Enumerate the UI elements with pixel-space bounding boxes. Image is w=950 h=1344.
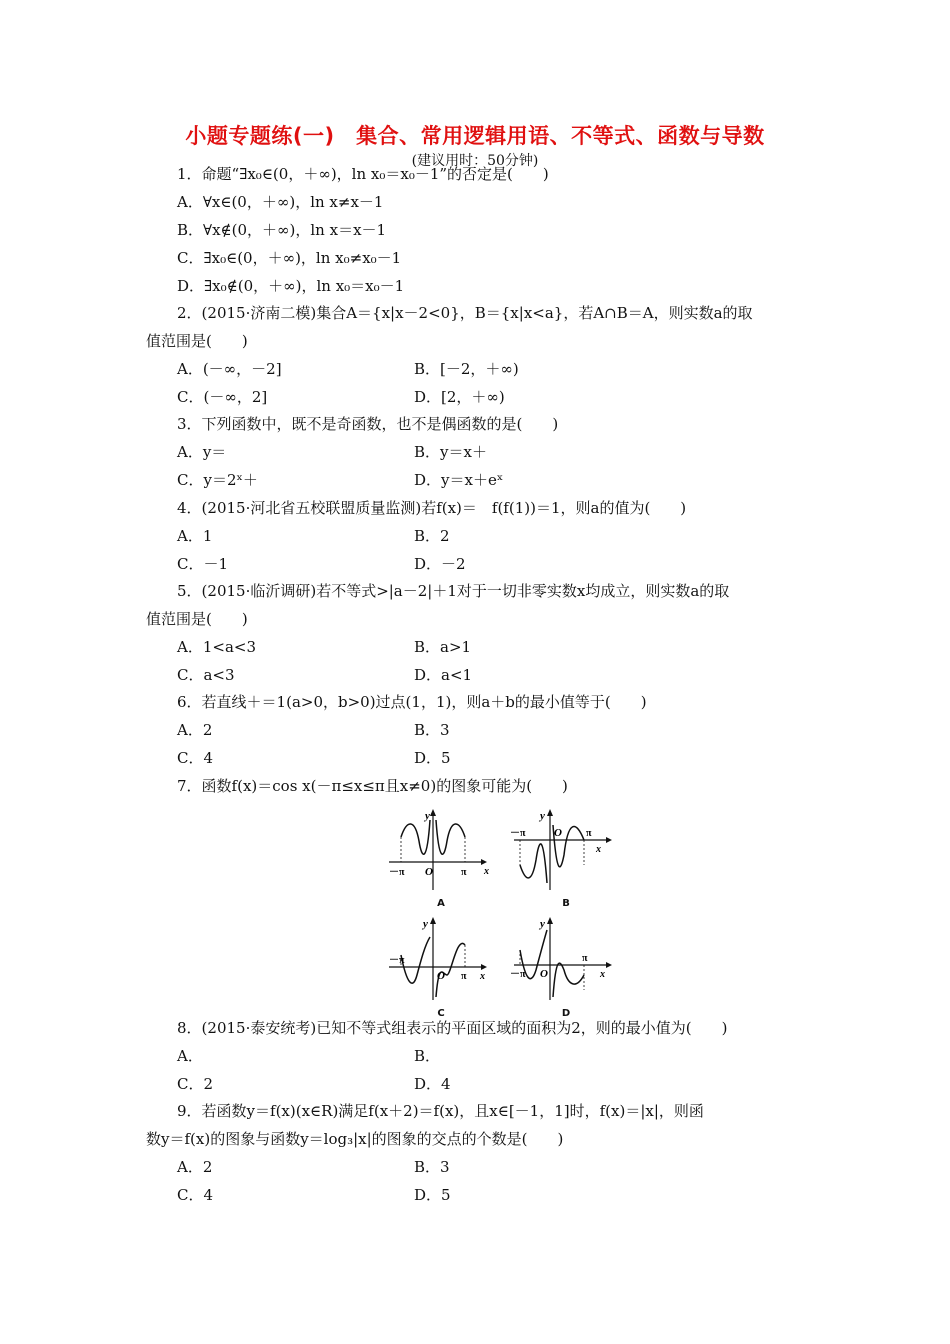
q3-stem: 3．下列函数中，既不是奇函数，也不是偶函数的是( ) [177, 415, 559, 433]
figure-a-caption: A [437, 898, 445, 909]
neg-pi-label: －π [510, 828, 526, 839]
q9-option-d: D．5 [414, 1186, 451, 1204]
q4-option-a: A．1 [177, 527, 213, 545]
axis-x-label: x [480, 971, 485, 982]
q6-option-c: C．4 [177, 749, 214, 767]
q1-option-c: C．∃x₀∈(0，＋∞)，ln x₀≠x₀－1 [177, 249, 402, 267]
q1-option-d: D．∃x₀∉(0，＋∞)，ln x₀＝x₀－1 [177, 277, 405, 295]
q8-option-a: A． [177, 1047, 203, 1065]
q4-option-b: B．2 [414, 527, 450, 545]
q4-option-d: D．－2 [414, 555, 466, 573]
pi-label: π [586, 828, 592, 839]
q9-stem-continued: 数y＝f(x)的图象与函数y＝log₃|x|的图象的交点的个数是( ) [146, 1130, 564, 1148]
q5-option-c: C．a<3 [177, 666, 235, 684]
q7-figure-b [510, 805, 622, 909]
q5-option-b: B．a>1 [414, 638, 472, 656]
q2-option-a: A．(－∞，－2] [177, 360, 282, 378]
q2-stem-continued: 值范围是( ) [146, 332, 248, 350]
neg-pi-label: －π [389, 955, 405, 966]
figure-c-graph [385, 915, 497, 1007]
q1-stem: 1．命题“∃x₀∈(0，＋∞)，ln x₀＝x₀－1”的否定是( ) [177, 165, 549, 183]
q1-option-b: B．∀x∉(0，＋∞)，ln x＝x－1 [177, 221, 387, 239]
q7-figure-d [510, 915, 622, 1019]
figure-d-graph [510, 915, 622, 1007]
q5-stem-continued: 值范围是( ) [146, 610, 248, 628]
axis-y-label: y [540, 810, 545, 822]
q1-option-a: A．∀x∈(0，＋∞)，ln x≠x－1 [177, 193, 384, 211]
q2-option-d: D．[2，＋∞) [414, 388, 505, 406]
q6-option-b: B．3 [414, 721, 450, 739]
pi-label: π [461, 971, 467, 982]
axis-x-label: x [600, 969, 605, 980]
q2-option-b: B．[－2，＋∞) [414, 360, 519, 378]
q3-option-a: A．y＝ [177, 443, 227, 461]
q9-option-a: A．2 [177, 1158, 213, 1176]
origin-label: O [554, 827, 562, 839]
neg-pi-label: －π [510, 969, 526, 980]
q4-option-c: C．－1 [177, 555, 229, 573]
q7-stem: 7．函数f(x)＝cos x(－π≤x≤π且x≠0)的图象可能为( ) [177, 777, 568, 795]
q6-option-d: D．5 [414, 749, 451, 767]
q6-stem: 6．若直线＋＝1(a>0，b>0)过点(1，1)，则a＋b的最小值等于( ) [177, 693, 647, 711]
neg-pi-label: －π [389, 867, 405, 878]
q7-figure-a [385, 805, 497, 909]
q2-stem: 2．(2015·济南二模)集合A＝{x|x－2<0}，B＝{x|x<a}，若A∩B＝A，则实数a的取 [177, 304, 753, 322]
q5-stem: 5．(2015·临沂调研)若不等式>|a－2|＋1对于一切非零实数x均成立，则实数a的取 [177, 582, 730, 600]
q4-stem: 4．(2015·河北省五校联盟质量监测)若f(x)＝ f(f(1))＝1，则a的值为( ) [177, 499, 687, 517]
q9-option-b: B．3 [414, 1158, 450, 1176]
axis-y-label: y [425, 810, 430, 822]
pi-label: π [582, 953, 588, 964]
q9-stem: 9．若函数y＝f(x)(x∈R)满足f(x＋2)＝f(x)，且x∈[－1，1]时，f(x)＝|x|，则函 [177, 1102, 704, 1120]
q7-figures [385, 805, 625, 1020]
q3-option-d: D．y＝x＋eˣ [414, 471, 504, 489]
axis-y-label: y [540, 918, 545, 930]
q8-option-c: C．2 [177, 1075, 214, 1093]
q5-option-a: A．1<a<3 [177, 638, 256, 656]
q9-option-c: C．4 [177, 1186, 214, 1204]
q2-option-c: C．(－∞，2] [177, 388, 268, 406]
q3-option-b: B．y＝x＋ [414, 443, 487, 461]
figure-d-caption: D [561, 1008, 571, 1019]
q8-stem: 8．(2015·泰安统考)已知不等式组表示的平面区域的面积为2，则的最小值为( ) [177, 1019, 728, 1037]
q6-option-a: A．2 [177, 721, 213, 739]
origin-label: O [425, 866, 433, 878]
q5-option-d: D．a<1 [414, 666, 473, 684]
axis-x-label: x [596, 844, 601, 855]
figure-c-caption: C [437, 1008, 445, 1019]
origin-label: O [540, 968, 548, 980]
q8-option-b: B． [414, 1047, 441, 1065]
figure-b-graph [510, 805, 622, 897]
axis-y-label: y [423, 918, 428, 930]
origin-label: O [437, 970, 445, 982]
page-subtitle: (建议用时：50分钟) [411, 153, 539, 169]
figure-b-caption: B [562, 898, 570, 909]
q8-option-d: D．4 [414, 1075, 451, 1093]
q7-figure-c [385, 915, 497, 1019]
page-title: 小题专题练(一) 集合、常用逻辑用语、不等式、函数与导数 [185, 124, 765, 148]
pi-label: π [461, 867, 467, 878]
figure-a-graph [385, 805, 497, 897]
axis-x-label: x [484, 866, 489, 877]
q3-option-c: C．y＝2ˣ＋ [177, 471, 258, 489]
